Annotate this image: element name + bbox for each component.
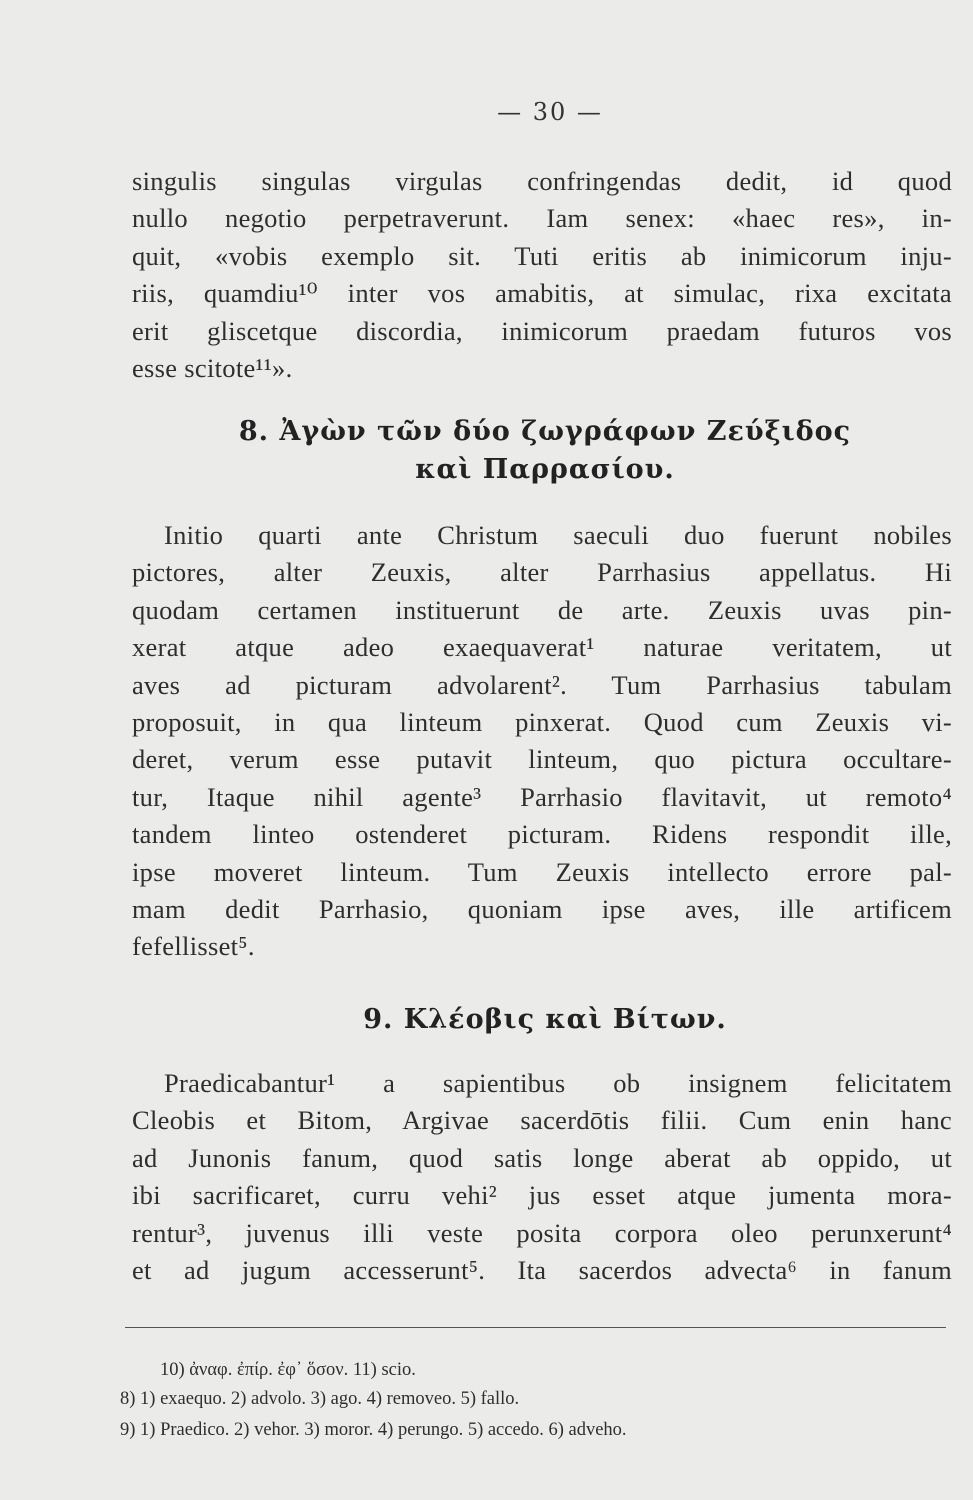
paragraph-1 [132, 163, 952, 387]
paragraph-3 [132, 1065, 952, 1289]
paragraph-2 [132, 517, 952, 966]
paragraph-2-line: mam dedit Parrhasio, quoniam ipse aves, ille artificem [132, 893, 952, 924]
paragraph-3-line: et ad jugum accesserunt⁵. Ita sacerdos advecta⁶ in fanum [132, 1254, 952, 1285]
footnote-line: 10) ἀναφ. ἐπίρ. ἐφ᾽ ὅσον. 11) scio. [160, 1360, 416, 1380]
footnote-divider [125, 1327, 946, 1328]
footnote-line: 9) 1) Praedico. 2) vehor. 3) moror. 4) perungo. 5) accedo. 6) adveho. [120, 1420, 627, 1440]
paragraph-1-line: riis, quamdiu¹⁰ inter vos amabitis, at simulac, rixa excitata [132, 278, 952, 309]
paragraph-2-line: aves ad picturam advolarent². Tum Parrhasius tabulam [132, 669, 952, 700]
paragraph-3-line: Cleobis et Bitom, Argivae sacerdōtis filii. Cum enin hanc [132, 1105, 952, 1136]
paragraph-2-line: quodam certamen instituerunt de arte. Zeuxis uvas pin- [132, 594, 952, 625]
paragraph-2-line: tandem linteo ostenderet picturam. Ridens respondit ille, [132, 819, 952, 850]
paragraph-2-line: tur, Itaque nihil agente³ Parrhasio flavitavit, ut remoto⁴ [132, 781, 952, 812]
section-heading-9 [0, 1004, 973, 1042]
section-heading-9-line: 9. Κλέοβις καὶ Βίτων. [363, 1004, 727, 1035]
paragraph-1-line: nullo negotio perpetraverunt. Iam senex: «haec res», in- [132, 203, 952, 234]
paragraph-1-line: esse scitote¹¹». [132, 352, 293, 383]
paragraph-3-line: ad Junonis fanum, quod satis longe aberat ab oppido, ut [132, 1142, 952, 1173]
paragraph-1-line: quit, «vobis exemplo sit. Tuti eritis ab inimicorum inju- [132, 240, 952, 271]
section-heading-8 [0, 416, 973, 492]
footnote-line: 8) 1) exaequo. 2) advolo. 3) ago. 4) removeo. 5) fallo. [120, 1389, 520, 1409]
paragraph-2-line: fefellisset⁵. [132, 931, 255, 962]
page-number: — 30 — [497, 98, 603, 126]
paragraph-3-line: Praedicabantur¹ a sapientibus ob insignem felicitatem [164, 1068, 952, 1098]
section-heading-8-line2: καὶ Παρρασίου. [415, 454, 675, 485]
paragraph-2-line: deret, verum esse putavit linteum, quo pictura occultare- [132, 744, 952, 775]
paragraph-1-line: singulis singulas virgulas confringendas dedit, id quod [132, 166, 952, 196]
paragraph-2-line: proposuit, in qua linteum pinxerat. Quod cum Zeuxis vi- [132, 706, 952, 737]
paragraph-1-line: erit gliscetque discordia, inimicorum praedam futuros vos [132, 315, 952, 346]
paragraph-2-line: xerat atque adeo exaequaverat¹ naturae veritatem, ut [132, 632, 952, 663]
paragraph-2-line: Initio quarti ante Christum saeculi duo fuerunt nobiles [164, 520, 952, 550]
paragraph-3-line: ibi sacrificaret, curru vehi² jus esset atque jumenta mora- [132, 1180, 952, 1211]
section-heading-8-line1: 8. Ἀγὼν τῶν δύο ζωγράφων Ζεύξιδος [238, 416, 852, 447]
paragraph-2-line: ipse moveret linteum. Tum Zeuxis intellecto errore pal- [132, 856, 952, 887]
paragraph-3-line: rentur³, juvenus illi veste posita corpora oleo perunxerunt⁴ [132, 1217, 952, 1248]
paragraph-2-line: pictores, alter Zeuxis, alter Parrhasius appellatus. Hi [132, 557, 952, 588]
